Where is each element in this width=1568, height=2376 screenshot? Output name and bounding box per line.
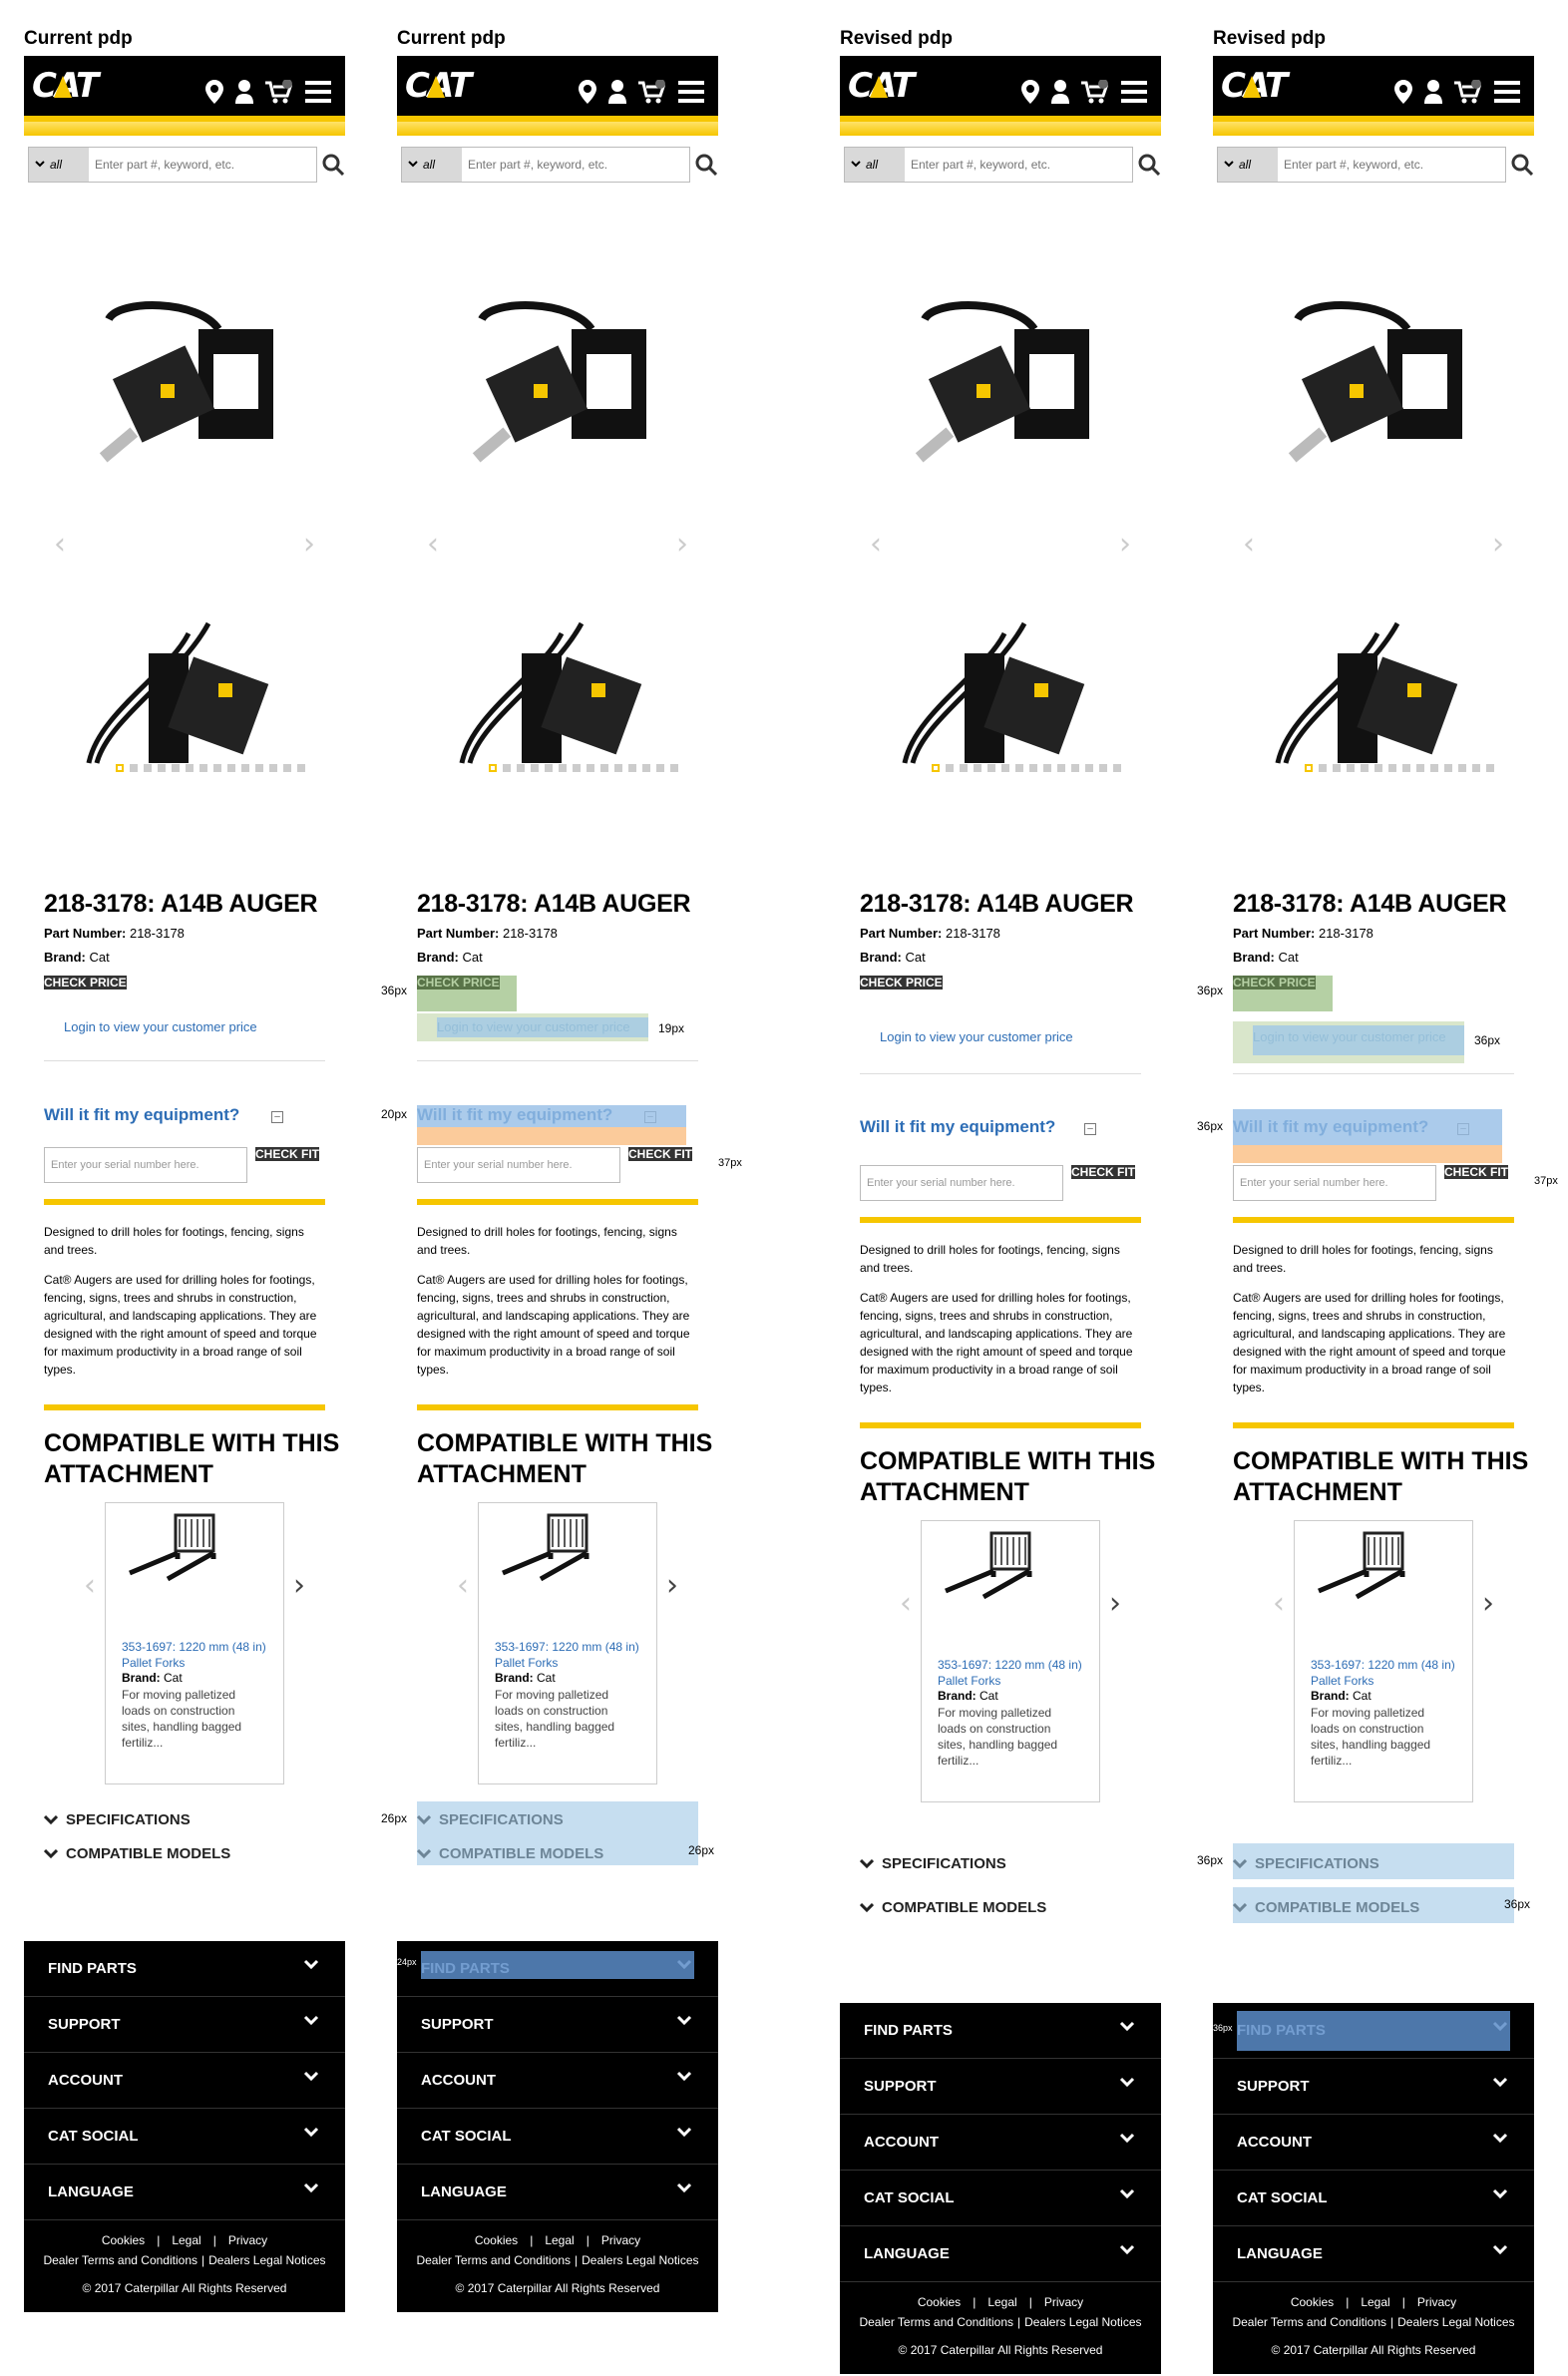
dealer-terms-link[interactable]: Dealer Terms and Conditions xyxy=(1232,2315,1386,2329)
check-fit-button[interactable]: CHECK FIT xyxy=(1444,1165,1508,1179)
long-description: Cat® Augers are used for drilling holes for footings, fencing, signs, trees and shrubs in construction, agricultural, and landscaping applications. They are designed with the right amount of speed and torque for maximum productivity in a broad range of soil types. xyxy=(1233,1291,1506,1394)
cart-icon[interactable] xyxy=(638,80,666,104)
footer-cat-social[interactable]: CAT SOCIAL xyxy=(24,2109,345,2165)
compatible-product-card[interactable] xyxy=(478,1502,657,1784)
user-icon[interactable] xyxy=(235,80,253,104)
compat-next-arrow[interactable]: › xyxy=(1482,1586,1494,1621)
dealer-legal-link[interactable]: Dealers Legal Notices xyxy=(1024,2315,1142,2329)
check-fit-button[interactable]: CHECK FIT xyxy=(628,1147,692,1161)
search-category-select[interactable]: all xyxy=(402,148,462,182)
yellow-divider xyxy=(860,1217,1141,1223)
compatible-models-accordion[interactable]: COMPATIBLE MODELS xyxy=(44,1845,230,1862)
card-description: For moving palletized loads on construction sites, handling bagged fertiliz... xyxy=(938,1706,1058,1768)
compat-next-arrow[interactable]: › xyxy=(666,1568,678,1603)
location-pin-icon[interactable] xyxy=(579,80,596,104)
auger-product-image[interactable] xyxy=(1268,299,1467,479)
chevron-down-icon xyxy=(676,2127,692,2139)
carousel-dots[interactable] xyxy=(489,764,678,772)
chevron-down-icon xyxy=(303,2127,319,2139)
card-product-link[interactable]: 353-1697: 1220 mm (48 in) Pallet Forks xyxy=(1311,1658,1455,1688)
card-brand: Brand: Cat xyxy=(495,1671,556,1685)
footer-legal-links: Cookies | Legal | Privacy Dealer Terms and Conditions | Dealers Legal Notices xyxy=(859,2295,1142,2329)
copyright: © 2017 Caterpillar All Rights Reserved xyxy=(898,2343,1103,2357)
specifications-accordion[interactable]: SPECIFICATIONS xyxy=(44,1811,191,1828)
footer-support[interactable]: SUPPORT xyxy=(24,1997,345,2053)
chevron-down-icon xyxy=(44,1849,58,1859)
footer-account[interactable]: ACCOUNT xyxy=(24,2053,345,2109)
chevron-down-icon xyxy=(1119,2077,1135,2089)
menu-hamburger-icon[interactable] xyxy=(305,81,331,103)
chevron-down-icon xyxy=(1119,2021,1135,2033)
check-price-button[interactable]: CHECK PRICE xyxy=(860,976,943,990)
chevron-down-icon xyxy=(44,1815,58,1825)
check-price-button[interactable]: CHECK PRICE xyxy=(44,976,127,990)
product-title: 218-3178: A14B AUGER xyxy=(860,890,1134,918)
cart-icon[interactable] xyxy=(1454,80,1482,104)
divider xyxy=(44,1060,325,1061)
chevron-down-icon xyxy=(35,161,45,169)
search-bar xyxy=(844,147,1133,183)
compatible-heading: COMPATIBLE WITH THIS ATTACHMENT xyxy=(860,1447,1156,1506)
cookies-link[interactable]: Cookies xyxy=(1290,2295,1335,2309)
yellow-divider xyxy=(1233,1422,1514,1428)
cat-logo[interactable]: CAT xyxy=(405,66,471,106)
annot-willfit-height: 20px xyxy=(381,1107,408,1121)
highlight-findparts xyxy=(1237,2011,1510,2051)
legal-link[interactable]: Legal xyxy=(1361,2295,1390,2309)
highlight-willfit xyxy=(1233,1109,1502,1145)
yellow-divider xyxy=(44,1404,325,1410)
card-description: For moving palletized loads on construction sites, handling bagged fertiliz... xyxy=(1311,1706,1431,1768)
brand: Brand: Cat xyxy=(417,950,483,965)
will-it-fit-heading[interactable]: Will it fit my equipment? xyxy=(860,1117,1056,1136)
serial-number-input[interactable]: Enter your serial number here. xyxy=(44,1147,247,1183)
chevron-down-icon xyxy=(860,1859,874,1869)
product-title: 218-3178: A14B AUGER xyxy=(1233,890,1507,918)
cart-icon[interactable] xyxy=(1081,80,1109,104)
highlight-price xyxy=(417,976,517,1011)
divider xyxy=(860,1073,1141,1074)
chevron-down-icon xyxy=(1119,2133,1135,2145)
footer-language[interactable]: LANGUAGE xyxy=(1213,2226,1534,2282)
serial-number-input[interactable]: Enter your serial number here. xyxy=(860,1165,1063,1201)
dealer-legal-link[interactable]: Dealers Legal Notices xyxy=(208,2253,326,2267)
check-fit-button[interactable]: CHECK FIT xyxy=(255,1147,319,1161)
cookies-link[interactable]: Cookies xyxy=(101,2233,146,2247)
site-footer xyxy=(1213,2003,1534,2374)
will-it-fit-heading[interactable]: Will it fit my equipment? xyxy=(44,1105,240,1124)
cookies-link[interactable]: Cookies xyxy=(917,2295,962,2309)
column-title: Current pdp xyxy=(397,28,506,49)
card-brand: Brand: Cat xyxy=(938,1689,998,1703)
search-icon[interactable] xyxy=(322,154,344,176)
serial-number-input[interactable]: Enter your serial number here. xyxy=(1233,1165,1436,1201)
highlight-models xyxy=(1233,1887,1514,1923)
annot-footer-height: 36px xyxy=(1213,2023,1233,2033)
compatible-heading: COMPATIBLE WITH THIS ATTACHMENT xyxy=(1233,1447,1529,1506)
card-description: For moving palletized loads on construction sites, handling bagged fertiliz... xyxy=(122,1688,242,1750)
highlight-login-inner xyxy=(437,1017,648,1037)
pallet-forks-image xyxy=(944,1531,1043,1601)
cat-logo[interactable]: CAT xyxy=(848,66,914,106)
privacy-link[interactable]: Privacy xyxy=(600,2233,641,2247)
search-icon[interactable] xyxy=(1511,154,1533,176)
search-category-select[interactable]: all xyxy=(29,148,89,182)
chevron-down-icon xyxy=(303,2015,319,2027)
carousel-dots[interactable] xyxy=(116,764,305,772)
footer-language[interactable]: LANGUAGE xyxy=(397,2165,718,2220)
yellow-divider xyxy=(417,1404,698,1410)
highlight-specs xyxy=(417,1801,698,1835)
chevron-down-icon xyxy=(676,2071,692,2083)
site-footer xyxy=(397,1941,718,2312)
chevron-down-icon xyxy=(303,2071,319,2083)
compat-prev-arrow[interactable]: ‹ xyxy=(84,1568,96,1603)
footer-language[interactable]: LANGUAGE xyxy=(840,2226,1161,2282)
carousel-prev-arrow[interactable]: ‹ xyxy=(427,527,439,562)
auger-product-image-2[interactable] xyxy=(452,613,651,773)
search-icon[interactable] xyxy=(1138,154,1160,176)
divider xyxy=(1233,1073,1514,1074)
carousel-prev-arrow[interactable]: ‹ xyxy=(1243,527,1255,562)
dealer-terms-link[interactable]: Dealer Terms and Conditions xyxy=(416,2253,571,2267)
chevron-down-icon xyxy=(303,2182,319,2194)
annot-fit-height: 37px xyxy=(1534,1175,1558,1187)
pallet-forks-image xyxy=(128,1513,227,1583)
card-product-link[interactable]: 353-1697: 1220 mm (48 in) Pallet Forks xyxy=(495,1640,639,1670)
login-link[interactable]: Login to view your customer price xyxy=(64,1019,257,1034)
carousel-prev-arrow[interactable]: ‹ xyxy=(870,527,882,562)
dealer-legal-link[interactable]: Dealers Legal Notices xyxy=(1397,2315,1515,2329)
serial-number-input[interactable]: Enter your serial number here. xyxy=(417,1147,620,1183)
carousel-next-arrow[interactable]: › xyxy=(303,527,315,562)
menu-hamburger-icon[interactable] xyxy=(678,81,704,103)
collapse-minus-icon[interactable]: – xyxy=(1084,1123,1096,1135)
auger-product-image[interactable] xyxy=(452,299,651,479)
carousel-next-arrow[interactable]: › xyxy=(1492,527,1504,562)
highlight-price xyxy=(1233,976,1333,1011)
search-category-select[interactable]: all xyxy=(1218,148,1278,182)
annot-price-height: 36px xyxy=(1197,984,1224,997)
compatible-heading: COMPATIBLE WITH THIS ATTACHMENT xyxy=(417,1429,713,1488)
part-number: Part Number: 218-3178 xyxy=(44,926,185,941)
collapse-minus-icon[interactable]: – xyxy=(271,1111,283,1123)
chevron-down-icon xyxy=(860,1903,874,1913)
menu-hamburger-icon[interactable] xyxy=(1121,81,1147,103)
short-description: Designed to drill holes for footings, fencing, signs and trees. xyxy=(860,1243,1120,1275)
compatible-models-accordion[interactable]: COMPATIBLE MODELS xyxy=(860,1899,1046,1916)
location-pin-icon[interactable] xyxy=(1021,80,1039,104)
user-icon[interactable] xyxy=(1424,80,1442,104)
card-brand: Brand: Cat xyxy=(1311,1689,1372,1703)
pdp-column-4 xyxy=(1197,0,1558,2376)
menu-hamburger-icon[interactable] xyxy=(1494,81,1520,103)
cat-logo[interactable]: CAT xyxy=(32,66,98,106)
part-number: Part Number: 218-3178 xyxy=(1233,926,1373,941)
chevron-down-icon xyxy=(408,161,418,169)
search-input[interactable] xyxy=(1278,148,1505,182)
highlight-willfit xyxy=(417,1105,686,1127)
compatible-product-card[interactable] xyxy=(921,1520,1100,1802)
divider xyxy=(417,1060,698,1061)
brand: Brand: Cat xyxy=(44,950,110,965)
auger-product-image[interactable] xyxy=(79,299,278,479)
auger-product-image-2[interactable] xyxy=(895,613,1094,773)
highlight-willfit-gap xyxy=(1233,1145,1502,1163)
part-number: Part Number: 218-3178 xyxy=(417,926,558,941)
chevron-down-icon xyxy=(1119,2188,1135,2200)
long-description: Cat® Augers are used for drilling holes for footings, fencing, signs, trees and shrubs in construction, agricultural, and landscaping applications. They are designed with the right amount of speed and torque for maximum productivity in a broad range of soil types. xyxy=(44,1273,317,1377)
auger-product-image-2[interactable] xyxy=(1268,613,1467,773)
yellow-divider xyxy=(44,1199,325,1205)
short-description: Designed to drill holes for footings, fencing, signs and trees. xyxy=(1233,1243,1493,1275)
site-footer xyxy=(24,1941,345,2312)
brand: Brand: Cat xyxy=(860,950,926,965)
copyright: © 2017 Caterpillar All Rights Reserved xyxy=(82,2281,287,2295)
annot-login-height: 36px xyxy=(1474,1033,1501,1047)
footer-language[interactable]: LANGUAGE xyxy=(24,2165,345,2220)
part-number: Part Number: 218-3178 xyxy=(860,926,1000,941)
highlight-findparts xyxy=(421,1951,694,1979)
user-icon[interactable] xyxy=(1051,80,1069,104)
annot-specs-height: 26px xyxy=(381,1811,408,1825)
long-description: Cat® Augers are used for drilling holes for footings, fencing, signs, trees and shrubs in construction, agricultural, and landscaping applications. They are designed with the right amount of speed and torque for maximum productivity in a broad range of soil types. xyxy=(417,1273,690,1377)
chevron-down-icon xyxy=(676,2182,692,2194)
site-footer xyxy=(840,2003,1161,2374)
footer-legal-links: Cookies | Legal | Privacy Dealer Terms and Conditions | Dealers Legal Notices xyxy=(416,2233,699,2267)
search-bar xyxy=(28,147,317,183)
short-description: Designed to drill holes for footings, fencing, signs and trees. xyxy=(44,1225,304,1257)
product-title: 218-3178: A14B AUGER xyxy=(44,890,318,918)
footer-account[interactable]: ACCOUNT xyxy=(397,2053,718,2109)
annot-price-height: 36px xyxy=(381,984,408,997)
compatible-heading: COMPATIBLE WITH THIS ATTACHMENT xyxy=(44,1429,340,1488)
dealer-terms-link[interactable]: Dealer Terms and Conditions xyxy=(859,2315,1013,2329)
annot-specs-height: 36px xyxy=(1197,1853,1224,1867)
compat-prev-arrow[interactable]: ‹ xyxy=(1273,1586,1285,1621)
chevron-down-icon xyxy=(1492,2188,1508,2200)
carousel-next-arrow[interactable]: › xyxy=(676,527,688,562)
column-title: Current pdp xyxy=(24,28,133,49)
footer-support[interactable]: SUPPORT xyxy=(1213,2059,1534,2115)
compatible-product-card[interactable] xyxy=(105,1502,284,1784)
chevron-down-icon xyxy=(851,161,861,169)
footer-find-parts[interactable]: FIND PARTS xyxy=(840,2003,1161,2059)
dealer-terms-link[interactable]: Dealer Terms and Conditions xyxy=(43,2253,197,2267)
highlight-login-inner xyxy=(1253,1025,1464,1055)
pallet-forks-image xyxy=(501,1513,600,1583)
footer-account[interactable]: ACCOUNT xyxy=(1213,2115,1534,2171)
highlight-willfit-gap xyxy=(417,1127,686,1145)
copyright: © 2017 Caterpillar All Rights Reserved xyxy=(455,2281,660,2295)
pdp-column-2 xyxy=(381,0,742,2376)
annot-footer-height: 24px xyxy=(397,1957,417,1967)
carousel-next-arrow[interactable]: › xyxy=(1119,527,1131,562)
footer-support[interactable]: SUPPORT xyxy=(397,1997,718,2053)
annot-models-height: 36px xyxy=(1504,1897,1531,1911)
copyright: © 2017 Caterpillar All Rights Reserved xyxy=(1271,2343,1476,2357)
compat-next-arrow[interactable]: › xyxy=(293,1568,305,1603)
footer-find-parts[interactable]: FIND PARTS xyxy=(24,1941,345,1997)
pallet-forks-image xyxy=(1317,1531,1416,1601)
compat-prev-arrow[interactable]: ‹ xyxy=(457,1568,469,1603)
card-product-link[interactable]: 353-1697: 1220 mm (48 in) Pallet Forks xyxy=(122,1640,266,1670)
location-pin-icon[interactable] xyxy=(1394,80,1412,104)
cat-logo[interactable]: CAT xyxy=(1221,66,1287,106)
yellow-divider xyxy=(860,1422,1141,1428)
highlight-models xyxy=(417,1835,698,1865)
dealer-legal-link[interactable]: Dealers Legal Notices xyxy=(582,2253,699,2267)
check-fit-button[interactable]: CHECK FIT xyxy=(1071,1165,1135,1179)
search-input[interactable] xyxy=(89,148,316,182)
site-header xyxy=(397,56,718,136)
chevron-down-icon xyxy=(1492,2077,1508,2089)
card-brand: Brand: Cat xyxy=(122,1671,183,1685)
legal-link[interactable]: Legal xyxy=(172,2233,201,2247)
footer-cat-social[interactable]: CAT SOCIAL xyxy=(840,2171,1161,2226)
user-icon[interactable] xyxy=(608,80,626,104)
carousel-prev-arrow[interactable]: ‹ xyxy=(54,527,66,562)
footer-support[interactable]: SUPPORT xyxy=(840,2059,1161,2115)
card-description: For moving palletized loads on construction sites, handling bagged fertiliz... xyxy=(495,1688,615,1750)
brand: Brand: Cat xyxy=(1233,950,1299,965)
auger-product-image[interactable] xyxy=(895,299,1094,479)
footer-cat-social[interactable]: CAT SOCIAL xyxy=(397,2109,718,2165)
column-title: Revised pdp xyxy=(1213,28,1326,49)
compat-prev-arrow[interactable]: ‹ xyxy=(900,1586,912,1621)
footer-account[interactable]: ACCOUNT xyxy=(840,2115,1161,2171)
carousel-dots[interactable] xyxy=(932,764,1121,772)
footer-legal-links: Cookies | Legal | Privacy Dealer Terms and Conditions | Dealers Legal Notices xyxy=(43,2233,326,2267)
pdp-column-1 xyxy=(24,0,345,2376)
cookies-link[interactable]: Cookies xyxy=(474,2233,519,2247)
search-input[interactable] xyxy=(462,148,689,182)
product-title: 218-3178: A14B AUGER xyxy=(417,890,691,918)
search-category-select[interactable]: all xyxy=(845,148,905,182)
footer-legal-links: Cookies | Legal | Privacy Dealer Terms and Conditions | Dealers Legal Notices xyxy=(1232,2295,1515,2329)
privacy-link[interactable]: Privacy xyxy=(227,2233,268,2247)
short-description: Designed to drill holes for footings, fencing, signs and trees. xyxy=(417,1225,677,1257)
yellow-divider xyxy=(1233,1217,1514,1223)
column-title: Revised pdp xyxy=(840,28,953,49)
highlight-specs xyxy=(1233,1843,1514,1879)
annot-fit-height: 37px xyxy=(718,1157,742,1169)
chevron-down-icon xyxy=(303,1959,319,1971)
card-product-link[interactable]: 353-1697: 1220 mm (48 in) Pallet Forks xyxy=(938,1658,1082,1688)
annot-models-height: 26px xyxy=(688,1843,715,1857)
carousel-dots[interactable] xyxy=(1305,764,1494,772)
search-bar xyxy=(1217,147,1506,183)
annot-login-height: 19px xyxy=(658,1021,685,1035)
legal-link[interactable]: Legal xyxy=(987,2295,1017,2309)
compatible-product-card[interactable] xyxy=(1294,1520,1473,1802)
chevron-down-icon xyxy=(676,2015,692,2027)
location-pin-icon[interactable] xyxy=(205,80,223,104)
auger-product-image-2[interactable] xyxy=(79,613,278,773)
search-icon[interactable] xyxy=(695,154,717,176)
compat-next-arrow[interactable]: › xyxy=(1109,1586,1121,1621)
chevron-down-icon xyxy=(1492,2133,1508,2145)
site-header xyxy=(24,56,345,136)
site-header xyxy=(840,56,1161,136)
yellow-divider xyxy=(417,1199,698,1205)
chevron-down-icon xyxy=(1224,161,1234,169)
privacy-link[interactable]: Privacy xyxy=(1416,2295,1457,2309)
legal-link[interactable]: Legal xyxy=(545,2233,575,2247)
annot-willfit-height: 36px xyxy=(1197,1119,1224,1133)
footer-cat-social[interactable]: CAT SOCIAL xyxy=(1213,2171,1534,2226)
long-description: Cat® Augers are used for drilling holes for footings, fencing, signs, trees and shrubs in construction, agricultural, and landscaping applications. They are designed with the right amount of speed and torque for maximum productivity in a broad range of soil types. xyxy=(860,1291,1133,1394)
privacy-link[interactable]: Privacy xyxy=(1043,2295,1084,2309)
login-link[interactable]: Login to view your customer price xyxy=(880,1029,1073,1044)
cart-icon[interactable] xyxy=(265,80,293,104)
search-input[interactable] xyxy=(905,148,1132,182)
chevron-down-icon xyxy=(1119,2244,1135,2256)
search-bar xyxy=(401,147,690,183)
chevron-down-icon xyxy=(1492,2244,1508,2256)
pdp-column-3 xyxy=(840,0,1161,2376)
site-header xyxy=(1213,56,1534,136)
specifications-accordion[interactable]: SPECIFICATIONS xyxy=(860,1855,1006,1872)
